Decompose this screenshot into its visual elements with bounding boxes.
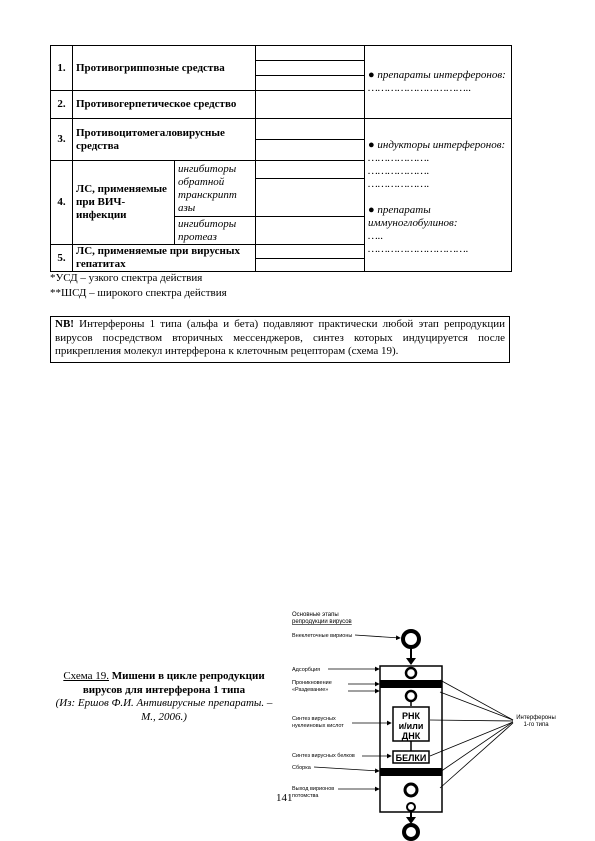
row-1-number: 1.	[51, 46, 73, 91]
answer-cell	[256, 217, 365, 245]
row-3-name: Противоцитомегаловирусные средства	[73, 119, 256, 161]
interferon-label: 1-го типа	[523, 722, 549, 728]
answer-cell	[256, 91, 365, 119]
row-2-name: Противогерпетическое средство	[73, 91, 256, 119]
answer-cell	[256, 61, 365, 76]
stage-label: Синтез вирусных белков	[292, 753, 355, 759]
membrane-band	[380, 680, 442, 688]
arrow-down-icon	[406, 658, 416, 665]
stage-label: Внеклеточные вирионы	[292, 633, 353, 639]
interferon-block	[365, 46, 512, 119]
nb-box	[50, 316, 510, 363]
answer-cell	[256, 140, 365, 161]
nb-label: NB!	[55, 318, 74, 330]
answer-cell	[256, 179, 365, 217]
box-or: и/или	[398, 721, 424, 731]
stage-label: потомства	[292, 793, 319, 799]
nb-text: Интерфероны 1 типа (альфа и бета) подавляют практически любой этап репродукции вирусов посредством вторичных мессенджеров, синтез которых индуцируется после прикрепления молекул интерферона к клеточным рецепторам (схема 19).	[55, 318, 505, 357]
row-4-name: ЛС, применяемые при ВИЧ-инфекции	[73, 161, 175, 245]
answer-dots: ……………….	[368, 177, 430, 190]
row-4-number: 4.	[51, 161, 73, 245]
footnote-shsd: **ШСД – широкого спектра действия	[50, 287, 227, 299]
answer-cell	[256, 46, 365, 61]
interferon-label: Интерфероны	[516, 715, 556, 721]
box-rna: РНК	[402, 711, 420, 721]
reproduction-diagram	[290, 608, 590, 841]
membrane-band	[380, 768, 442, 776]
row-2-number: 2.	[51, 91, 73, 119]
stage-label: «Раздевание»	[292, 687, 329, 693]
row-4-sub1: ингибиторы обратной транскрипт азы	[175, 161, 256, 217]
stage-label: нуклеиновых кислот	[292, 723, 344, 729]
diagram-header-line1: Основные этапы	[292, 612, 339, 618]
row-4-sub2: ингибиторы протеаз	[175, 217, 256, 245]
answer-dots: ………………………….	[368, 242, 469, 255]
page-number: 141	[276, 792, 293, 804]
virion-icon	[404, 825, 418, 839]
caption-prefix: Схема 19.	[63, 670, 110, 682]
virion-icon	[403, 631, 419, 647]
inducer-title: ● индукторы интерферонов:	[368, 138, 506, 151]
answer-dots: …..	[368, 229, 384, 242]
box-proteins: БЕЛКИ	[395, 753, 427, 763]
diagram-header-line2: репродукции вирусов	[292, 619, 352, 625]
answer-cell	[256, 161, 365, 179]
answer-cell	[256, 258, 365, 272]
answer-cell	[256, 76, 365, 91]
answer-cell	[256, 245, 365, 259]
row-1-name: Противогриппозные средства	[73, 46, 256, 91]
stage-label: Синтез вирусных	[292, 716, 336, 722]
caption-source: (Из: Ершов Ф.И. Антивирусные препараты. – М., 2006.)	[55, 697, 273, 723]
drug-table	[50, 45, 512, 272]
caption-title: Мишени в цикле репродукции вирусов для интерферона 1 типа	[82, 670, 265, 696]
arrow-down-icon	[406, 817, 416, 824]
row-5-name: ЛС, применяемые при вирусных гепатитах	[73, 245, 256, 272]
answer-cell	[256, 119, 365, 140]
interferon-title: ● препараты интерферонов:	[368, 69, 506, 81]
box-dna: ДНК	[401, 731, 421, 741]
stage-label: Сборка	[292, 765, 311, 771]
stage-label: Проникновение	[292, 680, 332, 686]
immunoglobulin-title: ● препараты иммуноглобулинов:	[368, 203, 458, 229]
answer-dots: ……………….	[368, 151, 430, 164]
answer-dots: ……………….	[368, 164, 430, 177]
stage-label: Выход вирионов	[292, 786, 335, 792]
inducer-block	[365, 119, 512, 272]
stage-label: Адсорбция	[292, 667, 321, 673]
figure-caption	[48, 670, 280, 724]
row-3-number: 3.	[51, 119, 73, 161]
answer-dots: …………………………..	[368, 82, 472, 94]
row-5-number: 5.	[51, 245, 73, 272]
footnote-usd: *УСД – узкого спектра действия	[50, 272, 203, 284]
